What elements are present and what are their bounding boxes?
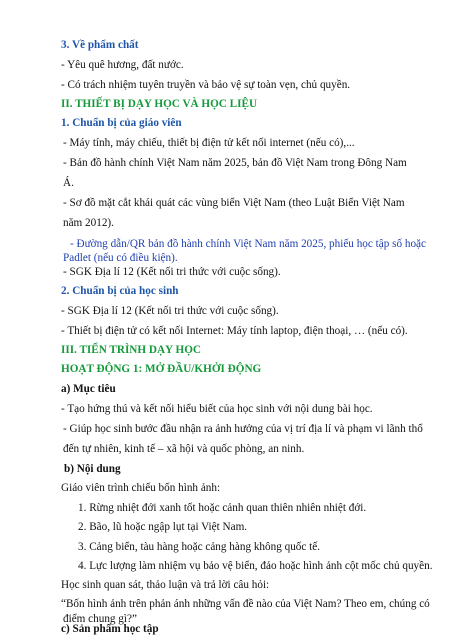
subheading-hoc-sinh: 2. Chuẩn bị của học sinh	[61, 285, 179, 297]
section-heading-pham-chat: 3. Về phẩm chất	[61, 39, 139, 51]
paragraph-line: - Máy tính, máy chiếu, thiết bị điện tử kết nối internet (nếu có),...	[63, 137, 355, 149]
list-item: 4. Lực lượng làm nhiệm vụ bảo vệ biển, đảo hoặc hình ảnh cột mốc chủ quyền.	[78, 560, 433, 572]
resource-link-line[interactable]: - Đường dẫn/QR bản đồ hành chính Việt Nam năm 2025, phiếu học tập số hoặc	[70, 238, 426, 250]
paragraph-line: năm 2012).	[63, 217, 114, 229]
paragraph-line: Giáo viên trình chiếu bốn hình ảnh:	[61, 482, 221, 494]
paragraph-line: - Giúp học sinh bước đầu nhận ra ảnh hưởng của vị trí địa lí và phạm vi lãnh thổ	[63, 423, 423, 435]
paragraph-line: - SGK Địa lí 12 (Kết nối tri thức với cuộc sống).	[63, 266, 281, 278]
paragraph-line: - Yêu quê hương, đất nước.	[61, 59, 184, 71]
list-item: 1. Rừng nhiệt đới xanh tốt hoặc cảnh quan thiên nhiên nhiệt đới.	[78, 502, 367, 514]
subheading-noi-dung: b) Nội dung	[64, 463, 121, 475]
list-item: 2. Bão, lũ hoặc ngập lụt tại Việt Nam.	[78, 521, 248, 533]
subheading-giao-vien: 1. Chuẩn bị của giáo viên	[61, 117, 182, 129]
question-line: điểm chung gì?”	[63, 613, 137, 625]
paragraph-line: - SGK Địa lí 12 (Kết nối tri thức với cuộc sống).	[61, 305, 279, 317]
paragraph-line: - Tạo hứng thú và kết nối hiểu biết của học sinh với nội dung bài học.	[61, 403, 373, 415]
section-heading-tien-trinh: III. TIẾN TRÌNH DẠY HỌC	[61, 344, 201, 356]
paragraph-line: - Bản đồ hành chính Việt Nam năm 2025, bản đồ Việt Nam trong Đông Nam	[63, 157, 407, 169]
paragraph-line: Á.	[63, 177, 74, 189]
resource-link-line[interactable]: Padlet (nếu có điều kiện).	[63, 252, 178, 264]
paragraph-line: Học sinh quan sát, thảo luận và trả lời câu hỏi:	[61, 579, 270, 591]
paragraph-line: đến tự nhiên, kinh tế – xã hội và quốc phòng, an ninh.	[63, 443, 305, 455]
subheading-muc-tieu: a) Mục tiêu	[61, 383, 116, 395]
list-item: 3. Cảng biển, tàu hàng hoặc cảng hàng không quốc tế.	[78, 541, 321, 553]
paragraph-line: - Có trách nhiệm tuyên truyền và bảo vệ sự toàn vẹn, chủ quyền.	[61, 79, 351, 91]
subheading-san-pham: c) Sản phẩm học tập	[61, 623, 159, 635]
question-line: “Bốn hình ảnh trên phản ánh những vấn đề nào của Việt Nam? Theo em, chúng có	[61, 598, 430, 610]
paragraph-line: - Sơ đồ mặt cắt khái quát các vùng biển Việt Nam (theo Luật Biển Việt Nam	[63, 197, 405, 209]
section-heading-thiet-bi: II. THIẾT BỊ DẠY HỌC VÀ HỌC LIỆU	[61, 98, 258, 110]
paragraph-line: - Thiết bị điện tử có kết nối Internet: Máy tính laptop, điện thoại, … (nếu có).	[61, 325, 408, 337]
activity-heading: HOẠT ĐỘNG 1: MỞ ĐẦU/KHỞI ĐỘNG	[61, 363, 262, 375]
